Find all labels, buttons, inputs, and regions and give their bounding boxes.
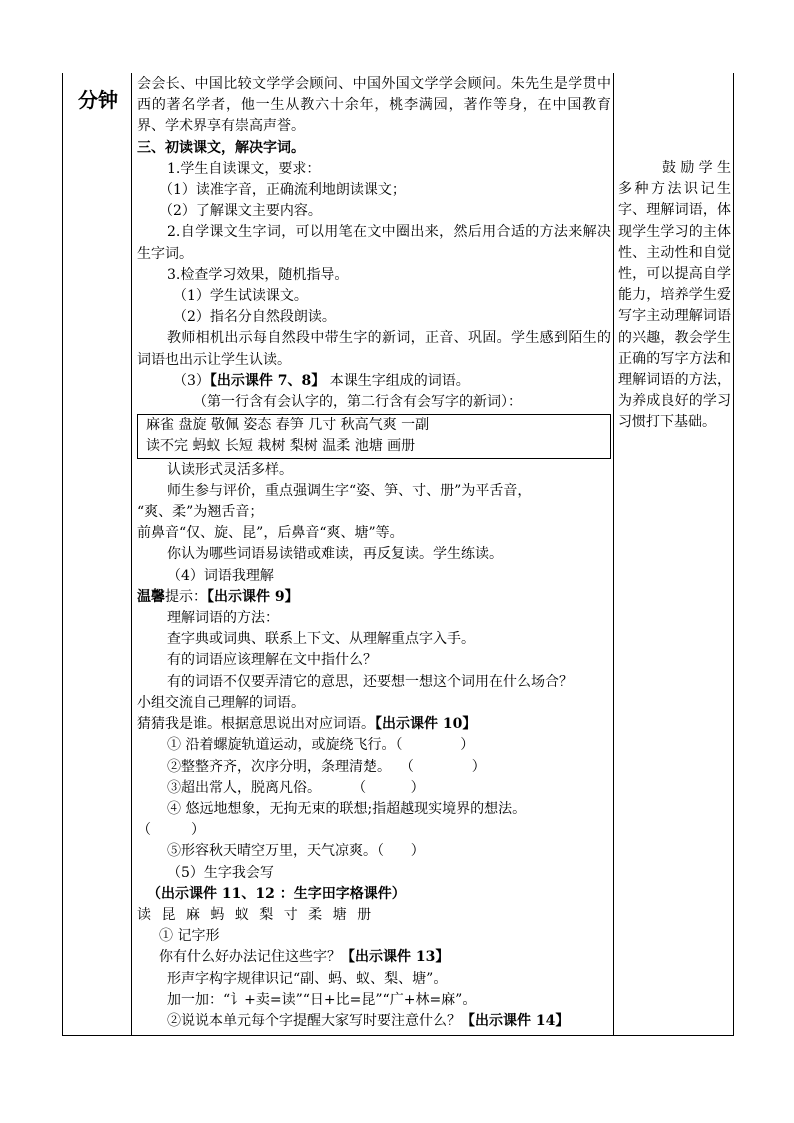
table-border-bottom: [62, 1035, 734, 1036]
design-intent-column: [618, 158, 731, 434]
memorize-question: [137, 947, 611, 968]
group-exchange: 小组交流自己理解的词语。: [137, 694, 305, 711]
guess-item-4-blank: （ ）: [137, 822, 206, 839]
guess-item-5: ⑤形容秋天晴空万里，天气凉爽。（ ）: [167, 843, 425, 860]
step-3: 3.检查学习效果，随机指导。: [167, 266, 349, 283]
method-question-2: 有的词语不仅要弄清它的意思，还要想一想这个词用在什么场合？: [167, 673, 573, 690]
section-heading: 三、初读课文，解决字词。: [137, 139, 305, 156]
courseware-ref-7-8: 【出示课件 7、8】: [209, 372, 326, 389]
guess-item-4: ④ 悠远地想象，无拘无束的联想;指超越现实境界的想法。: [167, 800, 527, 817]
guess-item-1: ① 沿着螺旋轨道运动，或旋绕飞行。（ ）: [167, 737, 475, 754]
char-8: 柔: [308, 906, 323, 923]
guess-item-2: ②整整齐齐，次序分明，条理清楚。 （ ）: [167, 758, 486, 775]
char-1: 读: [137, 906, 151, 923]
courseware-ref-14: 【出示课件 14】: [461, 1012, 570, 1029]
guess-game: [137, 714, 611, 735]
design-intent-text: 鼓励学生多种方法识记生字、理解词语，体现学生学习的主体性、主动性和自觉性，可以提高自学能力，培养学生爱写字主动理解词语的兴趣，教会学生正确的写字方法和理解词语的方法，为养成良好的学习习惯打下基础。: [618, 160, 731, 431]
char-4: 蚂: [210, 906, 225, 923]
character-list: [137, 905, 611, 926]
intro-paragraph: 会会长、中国比较文学学会顾问、中国外国文学学会顾问。朱先生是学贯中西的著名学者，他一生从教六十余年，桃李满园，著作等身，在中国教育界、学术界享有崇高声誉。: [137, 76, 611, 135]
step-1b: （2）了解课文主要内容。: [159, 203, 322, 220]
nasal-note: 前鼻音“仅、旋、昆”，后鼻音“爽、塘”等。: [137, 525, 404, 542]
step-3b: （2）指名分自然段朗读。: [173, 309, 336, 326]
time-column-label: 分钟: [78, 88, 118, 112]
guess-game-text: 猜猜我是谁。根据意思说出对应词语。: [137, 716, 375, 733]
step-3e: （第一行含有会认字的，第二行含有会写字的新词）：: [193, 394, 522, 411]
tip-line: [137, 587, 611, 608]
step-5-heading: （5）生字我会写: [167, 864, 274, 881]
method-list: 查字典或词典、联系上下文、从理解重点字入手。: [167, 631, 475, 648]
memorize-heading: ① 记字形: [159, 928, 220, 945]
courseware-ref-9: 【出示课件 9】: [207, 588, 299, 605]
step-3a: （1）学生试读课文。: [173, 288, 308, 305]
char-6: 梨: [259, 906, 274, 923]
writing-tips: [137, 1011, 611, 1032]
courseware-ref-13: 【出示课件 13】: [341, 949, 450, 966]
courseware-ref-10: 【出示课件 10】: [375, 716, 477, 733]
step-3d-label: （3）: [173, 372, 210, 389]
char-5: 蚁: [234, 906, 249, 923]
vocabulary-row-2: 读不完 蚂蚁 长短 栽树 梨树 温柔 池塘 画册: [146, 438, 416, 455]
step-3c: 教师相机出示每自然段中带生字的新词，正音、巩固。学生感到陌生的词语也出示让学生认读。: [137, 330, 611, 368]
step-3d-text: 本课生字组成的词语。: [325, 372, 470, 389]
evaluation-note: 师生参与评价，重点强调生字“姿、笋、寸、册”为平舌音，: [167, 482, 532, 499]
addition-note: 加一加：“讠+卖=读”“日+比=昆”“广+林=麻”。: [167, 991, 477, 1008]
char-10: 册: [357, 906, 372, 923]
char-3: 麻: [185, 906, 200, 923]
lesson-content: [137, 74, 611, 1032]
memorize-question-text: 你有什么好办法记住这些字？: [159, 949, 341, 966]
vocabulary-row-1: 麻雀 盘旋 敬佩 姿态 春笋 几寸 秋高气爽 一副: [146, 417, 430, 434]
vocabulary-box: [137, 414, 611, 458]
step-3d: [137, 371, 611, 392]
reading-note: 认读形式灵活多样。: [167, 461, 293, 478]
tip-colon: 提示：: [165, 588, 207, 605]
practice-note: 你认为哪些词语易读错或难读，再反复读。学生练读。: [167, 546, 503, 563]
table-divider-2: [613, 73, 614, 1036]
step-1a: （1）读准字音，正确流利地朗读课文；: [159, 182, 406, 199]
retroflex-note: “爽、柔”为翘舌音；: [137, 504, 264, 521]
table-border-left: [62, 73, 63, 1036]
step-4-heading: （4）词语我理解: [167, 567, 274, 584]
method-heading: 理解词语的方法：: [167, 610, 279, 627]
method-question-1: 有的词语应该理解在文中指什么？: [167, 652, 377, 669]
courseware-ref-11-12: （出示课件 11、12 ：生字田字格课件）: [147, 885, 406, 902]
step-2: 2.自学课文生字词，可以用笔在文中圈出来，然后用合适的方法来解决生字词。: [137, 224, 611, 262]
char-7: 寸: [283, 906, 298, 923]
char-9: 塘: [332, 906, 347, 923]
writing-tips-text: ②说说本单元每个字提醒大家写时要注意什么？: [167, 1012, 461, 1029]
tip-label: 温馨: [137, 588, 165, 605]
phono-semantic-note: 形声字构字规律识记“副、蚂、蚁、梨、塘”。: [167, 970, 448, 987]
char-2: 昆: [161, 906, 176, 923]
step-1: 1.学生自读课文，要求：: [167, 160, 321, 177]
table-divider-1: [131, 73, 132, 1036]
table-border-right: [733, 73, 734, 1036]
guess-item-3: ③超出常人，脱离凡俗。 （ ）: [167, 779, 425, 796]
